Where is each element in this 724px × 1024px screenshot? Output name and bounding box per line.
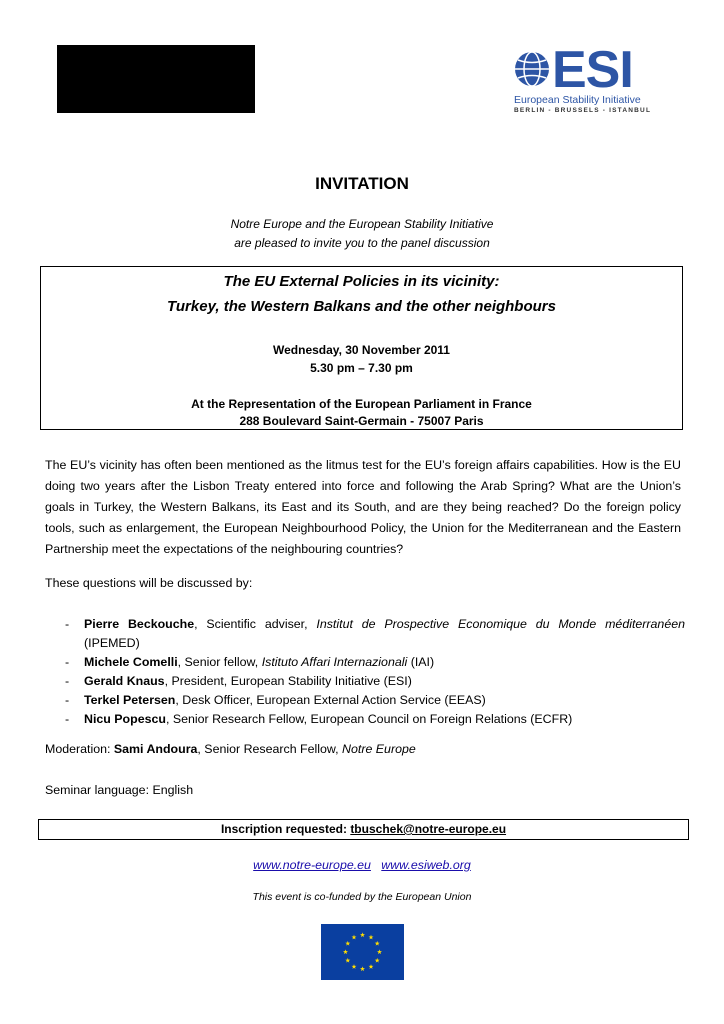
intro-line-1: Notre Europe and the European Stability Initiative — [230, 217, 494, 231]
panelist-list — [45, 615, 685, 729]
panelist-item: - Nicu Popescu, Senior Research Fellow, European Council on Foreign Relations (ECFR) — [65, 712, 573, 726]
event-time: 5.30 pm – 7.30 pm — [310, 361, 413, 375]
eu-star-icon — [345, 958, 350, 963]
eu-star-icon — [377, 949, 382, 954]
intro-text — [0, 215, 724, 253]
eu-star-icon — [369, 964, 374, 969]
link-notre-europe[interactable]: www.notre-europe.eu — [253, 858, 371, 872]
eu-star-icon — [352, 935, 357, 940]
eu-flag — [321, 924, 404, 980]
intro-line-2: are pleased to invite you to the panel discussion — [234, 236, 490, 250]
event-title-line-2: Turkey, the Western Balkans and the other neighbours — [167, 298, 556, 315]
eu-star-icon — [360, 932, 365, 937]
panel-intro: These questions will be discussed by: — [45, 576, 253, 590]
inscription-label: Inscription requested: — [220, 822, 351, 836]
cofunded-note: This event is co-funded by the European Union — [252, 891, 472, 903]
panelist-item: - Pierre Beckouche, Scientific adviser, Institut de Prospective Economique du Monde méditerranéen (IPEMED) — [65, 617, 686, 650]
panelist-item: - Gerald Knaus, President, European Stability Initiative (ESI) — [65, 674, 412, 688]
moderation-line: Moderation: Sami Andoura, Senior Research Fellow, Notre Europe — [45, 742, 416, 756]
event-title-line-1: The EU External Policies in its vicinity: — [223, 273, 500, 290]
event-venue: At the Representation of the European Parliament in France — [191, 397, 532, 411]
esi-logo-cities: BERLIN - BRUSSELS - ISTANBUL — [514, 107, 652, 114]
panelist-item: - Terkel Petersen, Desk Officer, European External Action Service (EEAS) — [65, 693, 486, 707]
eu-star-icon — [360, 966, 365, 971]
globe-icon — [514, 51, 550, 87]
panelist-item: - Michele Comelli, Senior fellow, Istituto Affari Internazionali (IAI) — [65, 655, 435, 669]
esi-logo-text: ESI — [552, 41, 633, 99]
esi-logo-subtitle: European Stability Initiative — [514, 94, 641, 106]
eu-star-icon — [352, 964, 357, 969]
website-links — [0, 858, 724, 872]
page-title: INVITATION — [315, 174, 409, 193]
seminar-language: Seminar language: English — [45, 783, 194, 797]
event-date: Wednesday, 30 November 2011 — [273, 343, 450, 357]
inscription-box — [38, 819, 689, 840]
esi-logo — [512, 41, 662, 120]
event-address: 288 Boulevard Saint-Germain - 75007 Paris — [239, 414, 484, 428]
eu-star-icon — [343, 949, 348, 954]
eu-star-icon — [345, 941, 350, 946]
event-details-box — [40, 266, 683, 430]
description-paragraph: The EU’s vicinity has often been mentioned as the litmus test for the EU’s foreign affairs capabilities. How is the EU doing two years after the Lisbon Treaty entered into force and following the Arab Spring? What are the Union’s goals in Turkey, the Western Balkans, its East and its South, and are they being reached? Do the foreign policy tools, such as enlargement, the European Neighbourhood Policy, the Union for the Mediterranean and the Eastern Partnership meet the expectations of the neighbouring countries? — [45, 458, 681, 556]
link-esiweb[interactable]: www.esiweb.org — [381, 858, 471, 872]
eu-star-icon — [375, 941, 380, 946]
redacted-logo-block — [57, 45, 255, 113]
eu-star-icon — [375, 958, 380, 963]
eu-stars-icon — [321, 924, 404, 980]
inscription-email[interactable]: tbuschek@notre-europe.eu — [350, 822, 507, 836]
eu-star-icon — [369, 935, 374, 940]
